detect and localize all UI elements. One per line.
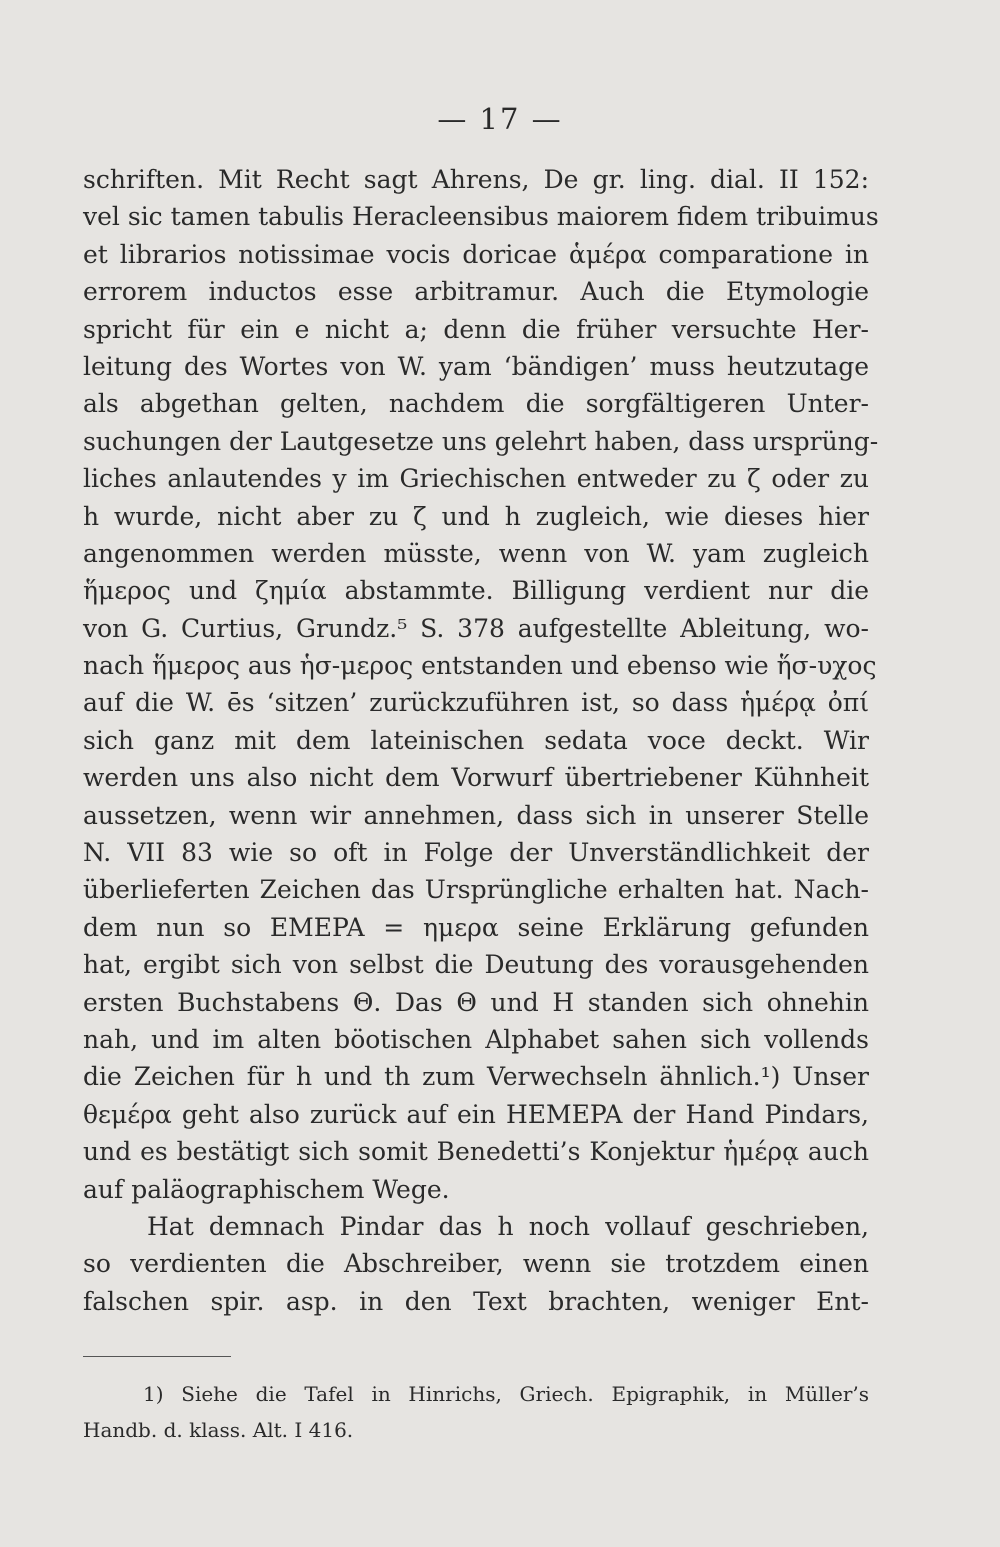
text-line: N. VII 83 wie so oft in Folge der Unverständlichkeit der [83, 838, 869, 868]
text-line: auf die W. ēs ‘sitzen’ zurückzuführen ist, so dass ἡμέρᾳ ὀπί [83, 688, 869, 718]
text-line: sich ganz mit dem lateinischen sedata voce deckt. Wir [83, 725, 869, 755]
text-line: schriften. Mit Recht sagt Ahrens, De gr. ling. dial. II 152: [83, 165, 869, 194]
footnote-divider [83, 1356, 231, 1357]
text-line: dem nun so EMEPA = ημερα seine Erklärung gefunden [83, 912, 869, 942]
text-line: nach ἥμερος aus ἡσ-μερος entstanden und ebenso wie ἥσ-υχος [83, 651, 877, 681]
text-line: errorem inductos esse arbitramur. Auch die Etymologie [83, 277, 869, 307]
text-line: aussetzen, wenn wir annehmen, dass sich in unserer Stelle [83, 800, 869, 830]
body-text [83, 161, 879, 1320]
text-line: liches anlautendes y im Griechischen entweder zu ζ oder zu [83, 464, 869, 494]
text-line: hat, ergibt sich von selbst die Deutung des vorausgehenden [83, 950, 869, 980]
text-line: werden uns also nicht dem Vorwurf übertriebener Kühnheit [83, 763, 869, 793]
text-line: spricht für ein e nicht a; denn die früher versuchte Her- [83, 314, 869, 344]
text-line: ersten Buchstabens Θ. Das Θ und H standen sich ohnehin [83, 987, 869, 1017]
footnote-line: Handb. d. klass. Alt. I 416. [83, 1418, 354, 1442]
footnote-line: 1) Siehe die Tafel in Hinrichs, Griech. Epigraphik, in Müller’s [143, 1382, 869, 1406]
text-line: ἥμερος und ζημία abstammte. Billigung verdient nur die [83, 576, 869, 606]
text-line: als abgethan gelten, nachdem die sorgfältigeren Unter- [83, 389, 869, 419]
text-line: die Zeichen für h und th zum Verwechseln ähnlich.¹) Unser [83, 1062, 869, 1092]
text-line: so verdienten die Abschreiber, wenn sie trotzdem einen [83, 1249, 869, 1279]
text-line: auf paläographischem Wege. [83, 1174, 450, 1204]
text-line: und es bestätigt sich somit Benedetti’s Konjektur ἡμέρᾳ auch [83, 1137, 869, 1167]
page-number: — 17 — [437, 102, 563, 136]
text-line: leitung des Wortes von W. yam ‘bändigen’ muss heutzutage [83, 351, 869, 381]
text-line: falschen spir. asp. in den Text brachten, weniger Ent- [83, 1286, 869, 1316]
text-line: θεμέρα geht also zurück auf ein HEMEPA der Hand Pindars, [83, 1099, 869, 1129]
text-line: vel sic tamen tabulis Heracleensibus maiorem fidem tribuimus [83, 202, 879, 232]
text-line: Hat demnach Pindar das h noch vollauf geschrieben, [147, 1211, 869, 1241]
text-line: et librarios notissimae vocis doricae ἁμέρα comparatione in [83, 239, 869, 269]
text-line: überlieferten Zeichen das Ursprüngliche erhalten hat. Nach- [83, 875, 869, 905]
footnotes [83, 1376, 869, 1448]
text-line: von G. Curtius, Grundz.⁵ S. 378 aufgestellte Ableitung, wo- [83, 613, 869, 643]
text-line: suchungen der Lautgesetze uns gelehrt haben, dass ursprüng- [83, 426, 879, 456]
text-line: nah, und im alten böotischen Alphabet sahen sich vollends [83, 1024, 869, 1054]
text-line: h wurde, nicht aber zu ζ und h zugleich, wie dieses hier [83, 501, 869, 531]
text-line: angenommen werden müsste, wenn von W. yam zugleich [83, 538, 869, 568]
